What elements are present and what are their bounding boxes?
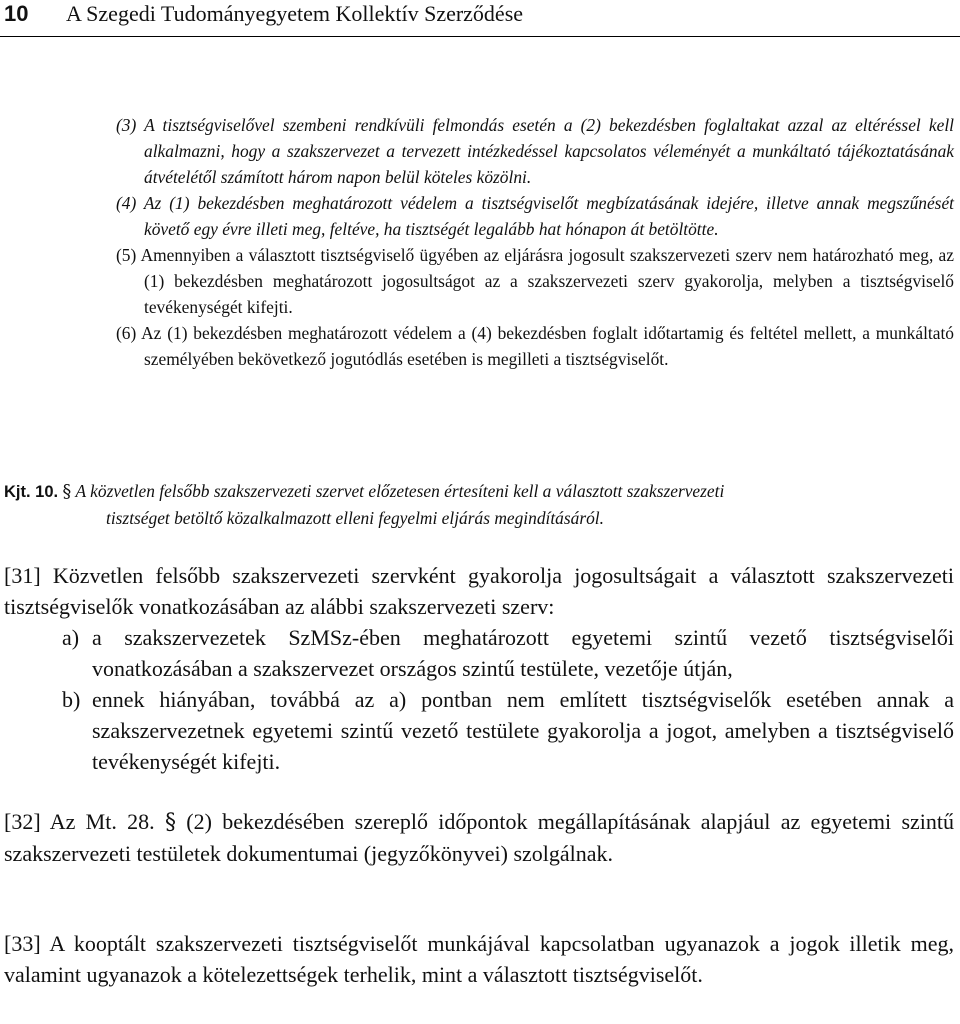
section-32-text (4, 806, 954, 869)
section-31 (4, 560, 954, 777)
kjt-reference (4, 478, 954, 531)
kjt-label: Kjt. 10. (4, 483, 59, 501)
section-33 (4, 928, 954, 990)
item-label: b) (62, 687, 81, 712)
quoted-paragraph-3: (3) A tisztségviselővel szembeni rendkívüli felmondás esetén a (2) bekezdésben foglaltakat azzal az eltéréssel kell alkalmazni, hogy a szakszervezet a tervezett intézkedéssel kapcsolatos véleményét a munkáltató tájékoztatásának átvételétől számított három napon belül köteles közölni. (116, 115, 954, 187)
section-33-text: [33] A kooptált szakszervezeti tisztségviselőt munkájával kapcsolatban ugyanazok a jogok illetik meg, valamint ugyanazok a kötelezettségek terhelik, mint a választott tisztségviselőt. (4, 931, 954, 987)
section-31-lead: [31] Közvetlen felsőbb szakszervezeti szervként gyakorolja jogosultságait a választott szakszervezeti tisztségviselők vonatkozásában az alábbi szakszervezeti szerv: (4, 563, 954, 619)
quoted-law-block (116, 112, 954, 372)
kjt-text-line-2: tisztséget betöltő közalkalmazott elleni fegyelmi eljárás megindításáról. (106, 508, 604, 528)
section-32-before: [32] Az Mt. 28. (4, 809, 155, 834)
item-text: a szakszervezetek SzMSz-ében meghatározott egyetemi szintű vezető tisztségviselői vonatkozásában a szakszervezet országos szintű testülete, vezetője útján, (92, 625, 954, 681)
kjt-text-line-1: A közvetlen felsőbb szakszervezeti szervet előzetesen értesíteni kell a választott szakszervezeti (75, 481, 725, 501)
page-header (0, 0, 960, 37)
running-title: A Szegedi Tudományegyetem Kollektív Szerződése (66, 1, 524, 26)
section-31-item-a (4, 622, 954, 684)
page-number: 10 (4, 1, 29, 26)
section-32-after: (2) bekezdésében szereplő időpontok megállapításának alapjául az egyetemi szintű szakszervezeti testületek dokumentumai (jegyzőkönyvei) szolgálnak. (4, 809, 954, 866)
item-text: ennek hiányában, továbbá az a) pontban nem említett tisztségviselők esetében annak a szakszervezetnek egyetemi szintű vezető testülete gyakorolja a jogot, amelyben a tisztségviselő tevékenységét kifejti. (92, 687, 954, 774)
section-sign: § (62, 482, 72, 502)
section-32 (4, 806, 954, 869)
quoted-paragraph-4: (4) Az (1) bekezdésben meghatározott védelem a tisztségviselőt megbízatásának idejére, illetve annak megszűnését követő egy évre illeti meg, feltéve, ha tisztségét legalább hat hónapon át betöltötte. (116, 193, 954, 239)
section-31-item-b (4, 684, 954, 777)
quoted-paragraph-6: (6) Az (1) bekezdésben meghatározott védelem a (4) bekezdésben foglalt időtartamig és feltétel mellett, a munkáltató személyében bekövetkező jogutódlás esetében is megilleti a tisztségviselőt. (116, 323, 954, 369)
quoted-paragraph-5: (5) Amennyiben a választott tisztségviselő ügyében az eljárásra jogosult szakszervezeti szerv nem határozható meg, az (1) bekezdésben meghatározott jogosultságot az a szakszervezeti szerv gyakorolja, melyben a tisztségviselő tevékenységét kifejti. (116, 245, 954, 317)
kjt-line-1 (4, 478, 954, 505)
section-sign: § (164, 810, 176, 835)
item-label: a) (62, 625, 80, 650)
